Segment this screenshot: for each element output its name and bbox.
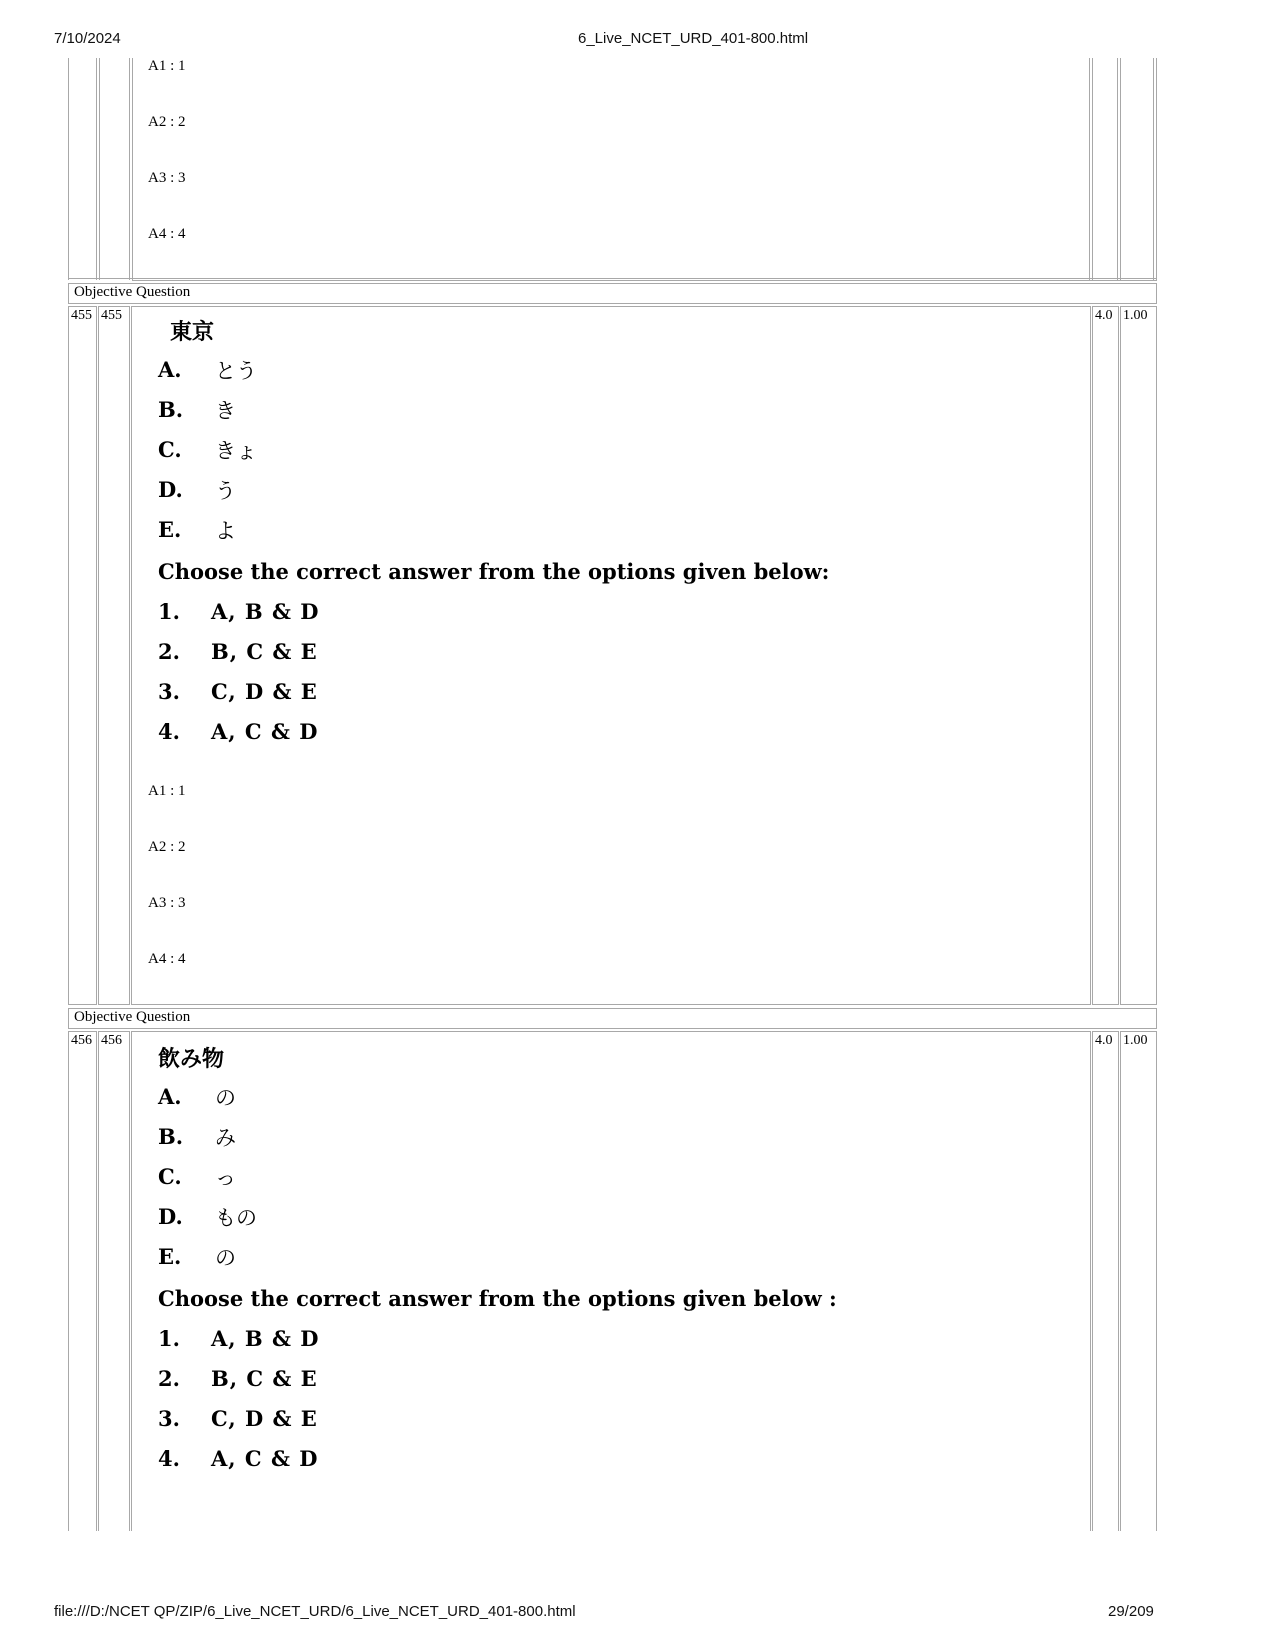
option-value: き [215, 399, 236, 423]
choice-value: A, B & D [211, 1326, 320, 1351]
option-letter: E. [158, 1244, 182, 1269]
option-letter: A. [158, 1084, 182, 1109]
marks: 4.0 [1095, 1033, 1113, 1048]
choice-value: A, C & D [211, 719, 319, 744]
negative-marks: 1.00 [1123, 1033, 1148, 1048]
file-path: file:///D:/NCET QP/ZIP/6_Live_NCET_URD/6_Live_NCET_URD_401-800.html [54, 1603, 576, 1620]
answer-option: A1 : 1 [148, 783, 186, 799]
option-value: の [215, 1246, 236, 1270]
option-value: もの [215, 1206, 257, 1230]
answer-option: A4 : 4 [148, 951, 186, 967]
option-letter: C. [158, 1164, 182, 1189]
choice-number: 2. [158, 1366, 180, 1391]
answer-option: A1 : 1 [148, 58, 186, 74]
question-type-label: Objective Question [74, 284, 191, 300]
option-value: きょ [215, 439, 257, 463]
choice-number: 4. [158, 1446, 180, 1471]
instruction-text: Choose the correct answer from the options given below: [158, 559, 830, 584]
option-letter: D. [158, 1204, 183, 1229]
question-stem: 飲み物 [158, 1046, 225, 1072]
serial-number: 455 [71, 308, 92, 323]
option-value: よ [215, 519, 236, 543]
question-type-label: Objective Question [74, 1009, 191, 1025]
option-value: う [215, 479, 236, 503]
choice-number: 1. [158, 599, 180, 624]
option-letter: B. [158, 1124, 184, 1149]
option-letter: E. [158, 517, 182, 542]
option-value: の [215, 1086, 236, 1110]
choice-value: A, B & D [211, 599, 320, 624]
option-value: とう [215, 359, 257, 383]
choice-value: C, D & E [211, 679, 318, 704]
page-number: 29/209 [1108, 1603, 1154, 1620]
question-number: 456 [101, 1033, 122, 1048]
choice-number: 4. [158, 719, 180, 744]
option-letter: C. [158, 437, 182, 462]
instruction-text: Choose the correct answer from the options given below : [158, 1286, 837, 1311]
choice-number: 3. [158, 679, 180, 704]
serial-number: 456 [71, 1033, 92, 1048]
option-letter: A. [158, 357, 182, 382]
print-date: 7/10/2024 [54, 30, 121, 47]
choice-value: A, C & D [211, 1446, 319, 1471]
choice-value: B, C & E [211, 639, 318, 664]
option-letter: D. [158, 477, 183, 502]
choice-number: 3. [158, 1406, 180, 1431]
marks: 4.0 [1095, 308, 1113, 323]
negative-marks: 1.00 [1123, 308, 1148, 323]
answer-option: A2 : 2 [148, 114, 186, 130]
option-letter: B. [158, 397, 184, 422]
choice-value: B, C & E [211, 1366, 318, 1391]
question-number: 455 [101, 308, 122, 323]
document-title: 6_Live_NCET_URD_401-800.html [578, 30, 809, 47]
answer-option: A2 : 2 [148, 839, 186, 855]
choice-number: 1. [158, 1326, 180, 1351]
choice-value: C, D & E [211, 1406, 318, 1431]
option-value: っ [215, 1166, 236, 1190]
answer-option: A3 : 3 [148, 170, 186, 186]
choice-number: 2. [158, 639, 180, 664]
option-value: み [215, 1126, 236, 1150]
question-stem: 東京 [170, 319, 215, 345]
answer-option: A4 : 4 [148, 226, 186, 242]
answer-option: A3 : 3 [148, 895, 186, 911]
